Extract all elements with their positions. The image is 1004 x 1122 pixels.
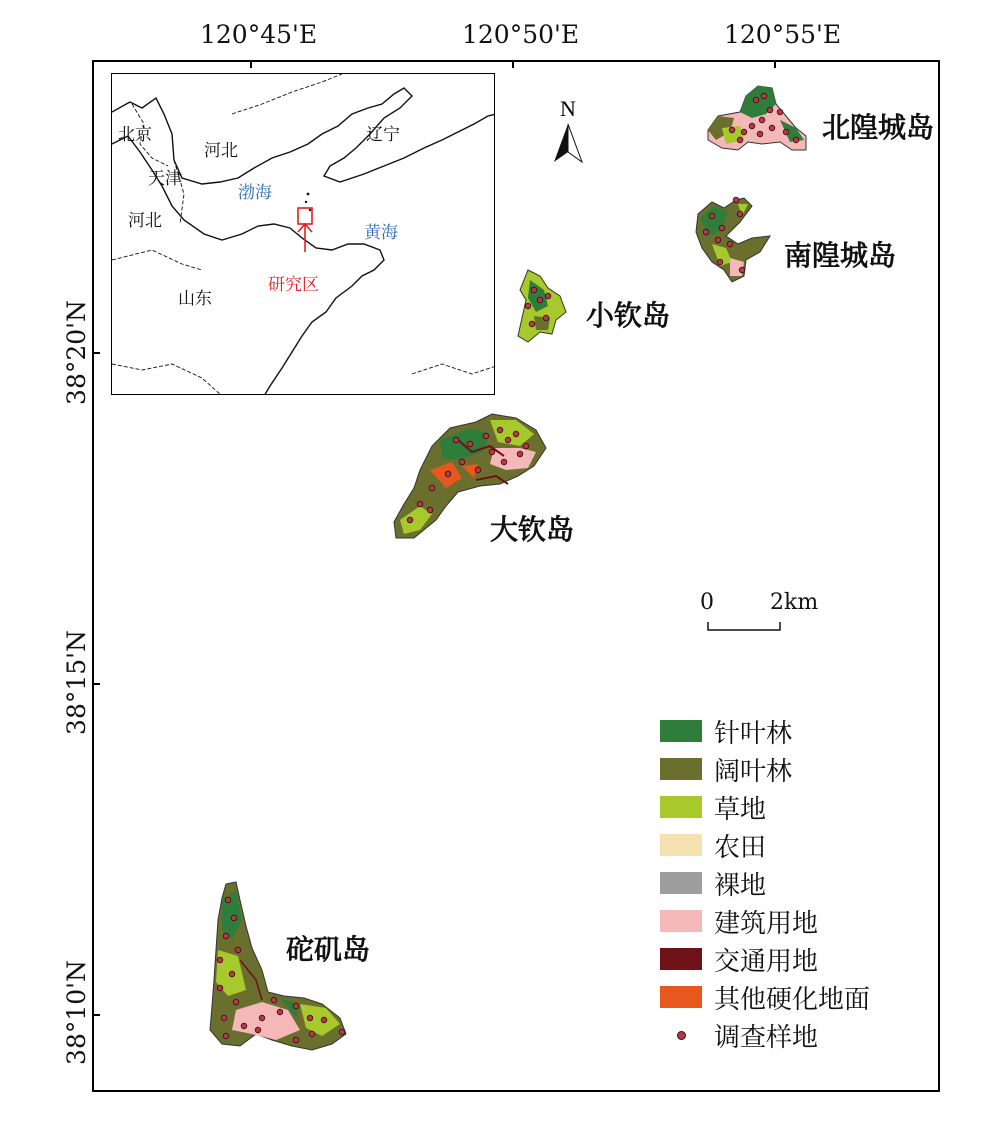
- lat-label-1: 38°20'N: [61, 300, 91, 405]
- survey-plot-dot-icon: [677, 1031, 686, 1040]
- sample-plot-point: [737, 211, 743, 217]
- legend-label: 调查样地: [714, 1022, 819, 1053]
- sample-plot-point: [783, 129, 789, 135]
- sample-plot-point: [339, 1029, 345, 1035]
- legend-item: [660, 826, 870, 864]
- legend-dot-container: [660, 1024, 702, 1046]
- island-name-beihuangcheng: 北隍城岛: [822, 111, 935, 144]
- legend-item-survey-plot: [660, 1016, 870, 1054]
- sample-plot-point: [233, 999, 239, 1005]
- island-name-nanhuangcheng: 南隍城岛: [784, 239, 897, 272]
- sample-plot-point: [489, 449, 495, 455]
- legend-swatch: [660, 796, 702, 818]
- north-arrow-icon: [548, 96, 588, 166]
- sample-plot-point: [307, 1015, 313, 1021]
- sample-plot-point: [321, 1017, 327, 1023]
- sample-plot-point: [531, 287, 537, 293]
- lat-label-3: 38°10'N: [61, 960, 91, 1065]
- legend-label: 裸地: [714, 870, 767, 901]
- lon-label-2: 120°50'E: [462, 20, 580, 49]
- island-beihuangcheng-shape: [708, 86, 806, 150]
- legend-item: [660, 712, 870, 750]
- inset-label-shandong: 山东: [178, 289, 212, 309]
- inset-label-study-area: 研究区: [268, 275, 319, 295]
- legend-label: 其他硬化地面: [714, 984, 871, 1015]
- sample-plot-point: [225, 897, 231, 903]
- sample-plot-point: [793, 137, 799, 143]
- sample-plot-point: [729, 127, 735, 133]
- legend-item: [660, 940, 870, 978]
- sample-plot-point: [703, 229, 709, 235]
- legend-label: 针叶林: [714, 718, 793, 749]
- sample-plot-point: [459, 459, 465, 465]
- sample-plot-point: [221, 1015, 227, 1021]
- sample-plot-point: [497, 427, 503, 433]
- sample-plot-point: [407, 517, 413, 523]
- sample-plot-point: [277, 1009, 283, 1015]
- legend-label: 交通用地: [714, 946, 819, 977]
- sample-plot-point: [293, 1037, 299, 1043]
- inset-label-beijing: 北京: [118, 125, 152, 145]
- sample-plot-point: [235, 947, 241, 953]
- sample-plot-point: [749, 123, 755, 129]
- sample-plot-point: [309, 1031, 315, 1037]
- sample-plot-point: [757, 131, 763, 137]
- island-name-xiaoqin: 小钦岛: [586, 299, 671, 332]
- sample-plot-point: [715, 237, 721, 243]
- legend-swatch: [660, 834, 702, 856]
- sample-plot-point: [259, 1015, 265, 1021]
- sample-plot-point: [223, 933, 229, 939]
- sample-plot-point: [761, 93, 767, 99]
- scale-bar-line: [700, 590, 840, 640]
- legend-item: [660, 750, 870, 788]
- inset-label-tianjin: 天津: [148, 169, 182, 189]
- inset-map-drawing: [112, 74, 495, 395]
- legend-label: 阔叶林: [714, 756, 793, 787]
- scale-end-label: 2km: [770, 590, 819, 615]
- legend-item: [660, 788, 870, 826]
- sample-plot-point: [467, 441, 473, 447]
- sample-plot-point: [483, 433, 489, 439]
- sample-plot-point: [475, 467, 481, 473]
- sample-plot-point: [229, 971, 235, 977]
- scale-zero-label: 0: [700, 590, 714, 615]
- sample-plot-point: [523, 443, 529, 449]
- sample-plot-point: [417, 501, 423, 507]
- sample-plot-point: [727, 241, 733, 247]
- sample-plot-point: [777, 109, 783, 115]
- inset-label-hebei-top: 河北: [204, 141, 238, 161]
- legend: [660, 712, 870, 1054]
- scale-bar: [700, 590, 840, 640]
- legend-swatch: [660, 758, 702, 780]
- legend-label: 建筑用地: [714, 908, 819, 939]
- sample-plot-point: [453, 437, 459, 443]
- legend-item: [660, 978, 870, 1016]
- sample-plot-point: [505, 437, 511, 443]
- lon-label-3: 120°55'E: [724, 20, 842, 49]
- legend-swatch: [660, 720, 702, 742]
- legend-swatch: [660, 986, 702, 1008]
- inset-label-bohai: 渤海: [238, 183, 272, 203]
- island-nanhuangcheng-shape: [696, 198, 770, 282]
- sample-plot-point: [739, 267, 745, 273]
- sample-plot-point: [241, 1023, 247, 1029]
- legend-label: 农田: [714, 832, 767, 863]
- sample-plot-point: [427, 507, 433, 513]
- sample-plot-point: [759, 117, 765, 123]
- svg-text:N: N: [560, 96, 576, 121]
- sample-plot-point: [217, 957, 223, 963]
- inset-label-hebei-left: 河北: [128, 211, 162, 231]
- sample-plot-point: [537, 297, 543, 303]
- sample-plot-point: [753, 97, 759, 103]
- sample-plot-point: [767, 107, 773, 113]
- sample-plot-point: [717, 259, 723, 265]
- sample-plot-point: [293, 1003, 299, 1009]
- island-name-daqin: 大钦岛: [490, 513, 575, 546]
- legend-item: [660, 864, 870, 902]
- sample-plot-point: [543, 315, 549, 321]
- sample-plot-point: [445, 471, 451, 477]
- sample-plot-point: [217, 985, 223, 991]
- sample-plot-point: [545, 293, 551, 299]
- sample-plot-point: [255, 1027, 261, 1033]
- legend-item: [660, 902, 870, 940]
- inset-label-yellow-sea: 黄海: [364, 223, 398, 243]
- island-name-tuoji: 砣矶岛: [286, 933, 371, 966]
- lat-label-2: 38°15'N: [61, 630, 91, 735]
- sample-plot-point: [529, 321, 535, 327]
- lon-label-1: 120°45'E: [200, 20, 318, 49]
- legend-label: 草地: [714, 794, 767, 825]
- sample-plot-point: [517, 451, 523, 457]
- sample-plot-point: [741, 129, 747, 135]
- sample-plot-point: [429, 485, 435, 491]
- sample-plot-point: [501, 459, 507, 465]
- inset-label-liaoning: 辽宁: [366, 125, 400, 145]
- sample-plot-point: [769, 125, 775, 131]
- sample-plot-point: [223, 1033, 229, 1039]
- legend-swatch: [660, 872, 702, 894]
- inset-map: [111, 73, 495, 395]
- sample-plot-point: [231, 915, 237, 921]
- sample-plot-point: [737, 137, 743, 143]
- sample-plot-point: [719, 225, 725, 231]
- sample-plot-point: [513, 431, 519, 437]
- legend-swatch: [660, 948, 702, 970]
- sample-plot-point: [709, 213, 715, 219]
- legend-swatch: [660, 910, 702, 932]
- sample-plot-point: [525, 303, 531, 309]
- sample-plot-point: [733, 197, 739, 203]
- sample-plot-point: [271, 997, 277, 1003]
